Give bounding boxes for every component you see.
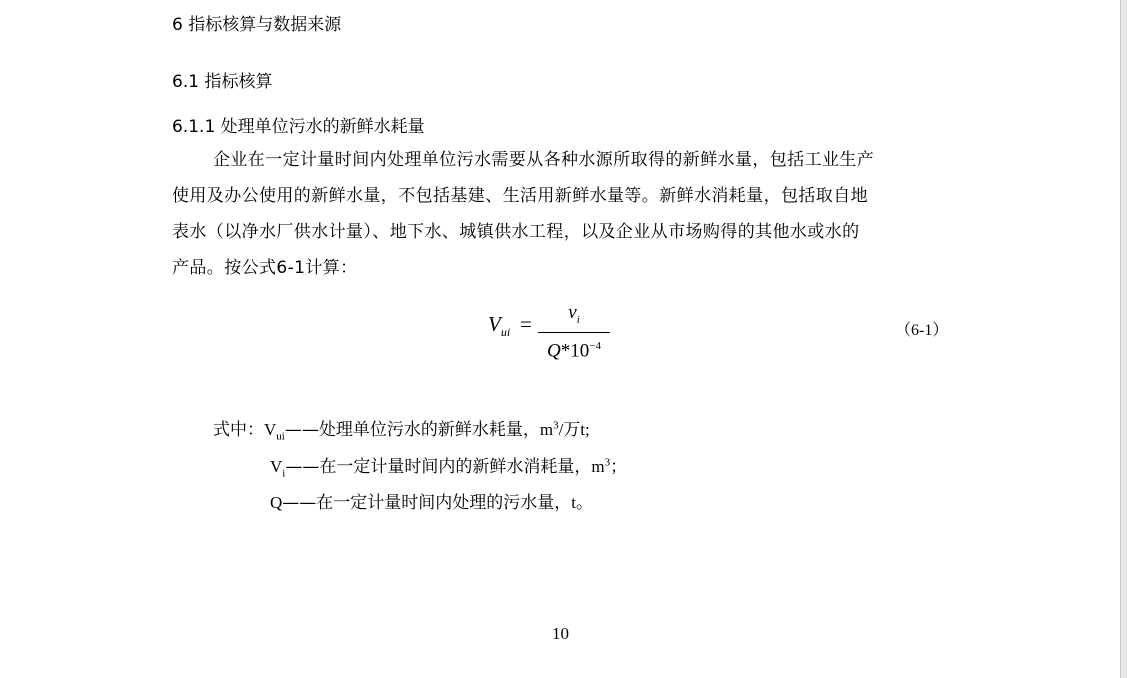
subsubsection-heading: 6.1.1 处理单位污水的新鲜水耗量: [172, 117, 425, 137]
subsection-heading: 6.1 指标核算: [172, 72, 273, 92]
paragraph-line: 表水（以净水厂供水计量）、地下水、城镇供水工程，以及企业从市场购得的其他水或水的: [172, 222, 860, 242]
paragraph-line: 产品。按公式6-1计算：: [172, 258, 358, 278]
formula-equals: =: [520, 312, 532, 336]
formula-denominator: $Q*10^{-4}$: [547, 339, 601, 362]
definition-line: $V_i——$在一定计量时间内的新鲜水消耗量，$m^3$；: [270, 456, 628, 480]
fraction-bar: [538, 332, 610, 333]
definition-line: Q——在一定计量时间内处理的污水量，t。: [270, 493, 594, 513]
paragraph-line: 使用及办公使用的新鲜水量，不包括基建、生活用新鲜水量等。新鲜水消耗量，包括取自地: [172, 186, 868, 206]
paragraph-line: 企业在一定计量时间内处理单位污水需要从各种水源所取得的新鲜水量，包括工业生产: [213, 150, 875, 170]
equation-number: （6-1）: [895, 322, 949, 339]
page-number: 10: [552, 624, 569, 643]
formula-fraction: [538, 302, 610, 362]
formula-6-1: [488, 302, 618, 362]
formula-numerator: $v_i$: [568, 302, 580, 326]
section-heading: 6 指标核算与数据来源: [172, 15, 342, 35]
formula-lhs: $V_{ui}$: [488, 312, 511, 340]
definition-line: 式中：$V_{ui}——$处理单位污水的新鲜水耗量，$m^3/$万t;: [213, 419, 590, 443]
